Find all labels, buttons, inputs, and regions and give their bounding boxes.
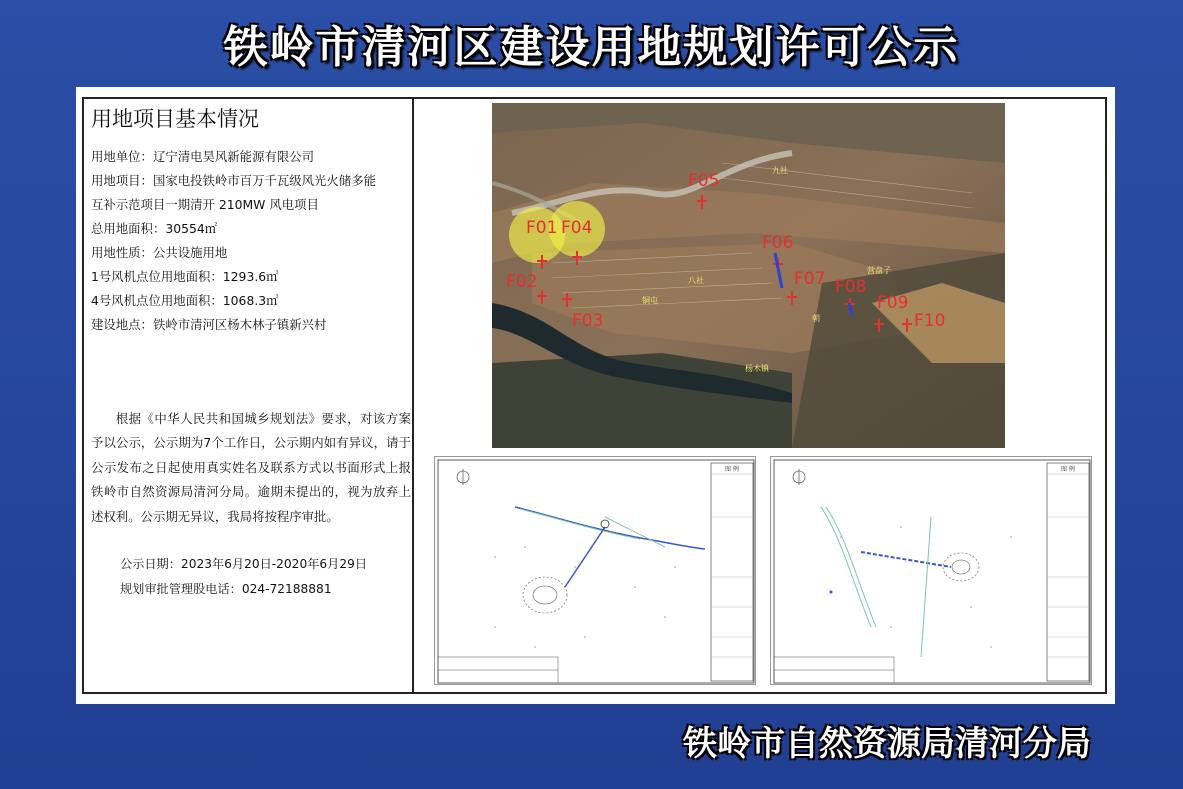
page-title: 铁岭市清河区建设用地规划许可公示: [223, 22, 960, 73]
info-line-turbine-1-area: 1号风机点位用地面积：1293.6㎡: [91, 269, 279, 284]
site-plan-turbine-4: [770, 456, 1092, 685]
marker-f06: F06: [762, 233, 794, 253]
marker-f03: F03: [572, 311, 604, 331]
legend-title-1: 图 例: [725, 466, 739, 473]
issuing-authority: 铁岭市自然资源局清河分局: [683, 724, 1091, 764]
info-line-location: 建设地点：铁岭市清河区杨木林子镇新兴村: [91, 317, 327, 332]
site-plan-turbine-1: [434, 456, 756, 685]
notice-paragraph: 根据《中华人民共和国城乡规划法》要求，对该方案予以公示，公示期为7个工作日，公示期内如有异议，请于公示发布之日起使用真实姓名及联系方式以书面形式上报铁岭市自然资源局清河分局。逾期未提出的，视为放弃上述权利。公示期无异议，我局将按程序审批。: [91, 411, 411, 524]
marker-f10: F10: [914, 311, 946, 331]
notice-dates: 公示日期：2023年6月20日-2020年6月29日: [120, 557, 368, 571]
notice-board: [76, 87, 1115, 704]
marker-f05: F05: [688, 171, 720, 191]
satellite-map: [492, 103, 1005, 448]
marker-f08: F08: [835, 277, 867, 297]
contact-phone: 规划审批管理股电话：024-72188881: [120, 582, 332, 596]
info-line-unit: 用地单位：辽宁清电昊风新能源有限公司: [91, 149, 315, 164]
info-line-project-cont: 互补示范项目一期清开 210MW 风电项目: [91, 197, 319, 212]
marker-f09: F09: [877, 293, 909, 313]
marker-f02: F02: [506, 272, 538, 292]
village-label-yangmuzhen: 杨木镇: [745, 364, 769, 373]
marker-f07: F07: [794, 269, 826, 289]
village-label-jiushe: 九社: [772, 166, 788, 175]
info-line-total-area: 总用地面积：30554㎡: [91, 221, 218, 236]
site-plan-drawing-2: [771, 457, 1092, 685]
info-line-land-use: 用地性质：公共设施用地: [91, 245, 228, 260]
village-label-tongtun: 铜屯: [642, 296, 658, 305]
section-heading: 用地项目基本情况: [91, 107, 259, 131]
village-label-bashe: 八社: [688, 276, 704, 285]
info-line-turbine-4-area: 4号风机点位用地面积：1068.3㎡: [91, 293, 279, 308]
info-line-project: 用地项目：国家电投铁岭市百万千瓦级风光火储多能: [91, 173, 376, 188]
marker-f04: F04: [561, 218, 593, 238]
marker-f01: F01: [526, 218, 558, 238]
satellite-map-image: [492, 103, 1005, 448]
site-plan-drawing-1: [435, 457, 756, 685]
village-label-chao: 朝: [812, 314, 820, 323]
village-label-yingpanzi: 营盘子: [867, 266, 891, 275]
project-info: [91, 105, 413, 337]
legend-title-2: 图 例: [1061, 466, 1075, 473]
